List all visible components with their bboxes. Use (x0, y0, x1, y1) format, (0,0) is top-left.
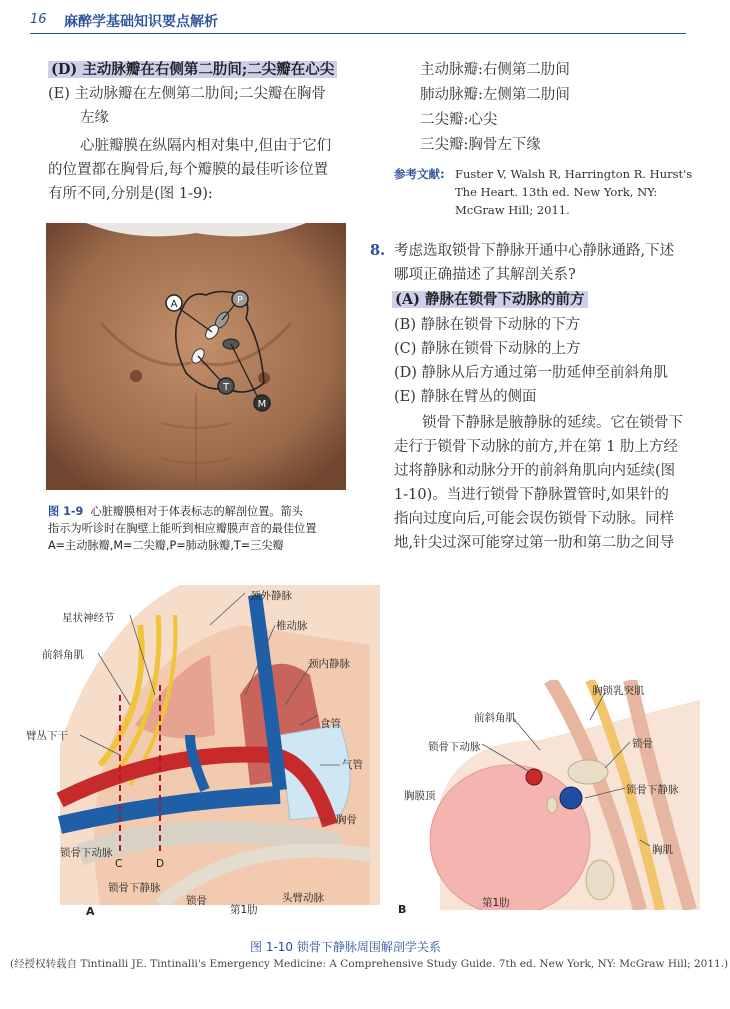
book-title: 麻醉学基础知识要点解析 (64, 14, 218, 30)
label-first-rib-b: 第1肋 (482, 897, 510, 909)
label-scalene: 前斜角肌 (42, 649, 84, 661)
label-external-jugular: 颈外静脉 (250, 590, 292, 602)
figure-caption-line: A=主动脉瓣,M=二尖瓣,P=肺动脉瓣,T=三尖瓣 (48, 539, 284, 552)
explanation-line: 地,针尖过深可能穿过第一肋和第二肋之间导 (394, 535, 675, 551)
paragraph-line: 有所不同,分别是(图 1-9): (48, 186, 213, 202)
option-d: (D) 静脉从后方通过第一肋延伸至前斜角肌 (394, 365, 669, 381)
option-e: (E) 静脉在臂丛的侧面 (394, 389, 537, 405)
label-esophagus: 食管 (320, 718, 341, 730)
label-pleura: 胸膜顶 (404, 790, 436, 802)
option-c: (C) 静脉在锁骨下动脉的上方 (394, 341, 581, 357)
valve-location: 二尖瓣:心尖 (420, 112, 498, 128)
valve-location: 肺动脉瓣:左侧第二肋间 (420, 87, 570, 103)
figure-caption: 图 1-9 心脏瓣膜相对于体表标志的解剖位置。箭头 (48, 505, 303, 518)
reference-label: 参考文献: (394, 167, 445, 181)
figure-title: 图 1-10 锁骨下静脉周围解剖学关系 (250, 940, 441, 954)
question-stem: 哪项正确描述了其解剖关系? (394, 267, 576, 283)
label-clavicle-b: 锁骨 (632, 738, 653, 750)
pulmonary-valve-marker (232, 291, 248, 307)
paragraph-line: 的位置都在胸骨后,每个瓣膜的最佳听诊位置 (48, 162, 329, 178)
option-e: (E) 主动脉瓣在左侧第二肋间;二尖瓣在胸骨 (48, 86, 326, 102)
label-brachial-plexus: 臂丛下干 (26, 730, 68, 742)
explanation-line: 锁骨下静脉是腋静脉的延续。它在锁骨下 (422, 415, 683, 431)
reference-line: McGraw Hill; 2011. (455, 203, 570, 217)
reference-line: The Heart. 13th ed. New York, NY: (455, 185, 658, 199)
label-clavicle: 锁骨 (186, 895, 207, 907)
label-first-rib: 第1肋 (230, 904, 258, 916)
label-subclavian-artery-b: 锁骨下动脉 (428, 741, 481, 753)
label-line-c: C (115, 858, 123, 870)
panel-b-label: B (398, 903, 407, 916)
label-subclavian-vein: 锁骨下静脉 (108, 882, 161, 894)
explanation-line: 过将静脉和动脉分开的前斜角肌向内延续(图 (394, 463, 676, 479)
valve-location: 主动脉瓣:右侧第二肋间 (420, 62, 570, 78)
header-rule (30, 33, 686, 34)
option-e-cont: 左缘 (80, 110, 109, 126)
label-internal-jugular: 颈内静脉 (308, 658, 350, 670)
chest-photo-figure (46, 223, 346, 490)
label-brachiocephalic: 头臂动脉 (282, 892, 324, 904)
mitral-valve-marker (254, 395, 270, 411)
option-b: (B) 静脉在锁骨下动脉的下方 (394, 317, 581, 333)
option-d-highlighted: (D) 主动脉瓣在右侧第二肋间;二尖瓣在心尖 (48, 58, 337, 82)
reference-line: Fuster V, Walsh R, Harrington R. Hurst's (455, 167, 693, 181)
tricuspid-valve-marker (218, 378, 234, 394)
label-scalene-b: 前斜角肌 (474, 712, 516, 724)
option-a-highlighted: (A) 静脉在锁骨下动脉的前方 (392, 288, 588, 312)
explanation-line: 走行于锁骨下动脉的前方,并在第 1 肋上方经 (394, 439, 679, 455)
question-number: 8. (370, 242, 386, 259)
label-subclavian-artery: 锁骨下动脉 (60, 847, 113, 859)
aortic-valve-marker (166, 295, 182, 311)
label-subclavian-vein-b: 锁骨下静脉 (626, 784, 679, 796)
label-line-d: D (156, 858, 165, 870)
label-vertebral-artery: 椎动脉 (276, 620, 308, 632)
explanation-line: 指向过度向后,可能会误伤锁骨下动脉。同样 (394, 511, 675, 527)
figure-caption-line: 指示为听诊时在胸壁上能听到相应瓣膜声音的最佳位置 (48, 522, 317, 535)
panel-a-label: A (86, 905, 95, 918)
page-number: 16 (30, 12, 47, 27)
paragraph-line: 心脏瓣膜在纵隔内相对集中,但由于它们 (80, 138, 332, 154)
label-sternocleidomastoid: 胸锁乳突肌 (592, 685, 645, 697)
label-trachea: 气管 (342, 759, 363, 771)
label-pectoral: 胸肌 (652, 844, 673, 856)
svg-text:A: A (170, 299, 178, 310)
label-sternum: 胸骨 (336, 814, 357, 826)
svg-text:T: T (222, 382, 230, 393)
page-header (0, 0, 730, 38)
valve-location: 三尖瓣:胸骨左下缘 (420, 137, 541, 153)
explanation-line: 1-10)。当进行锁骨下静脉置管时,如果针的 (394, 487, 669, 503)
svg-text:M: M (257, 399, 267, 410)
svg-text:P: P (236, 295, 244, 306)
question-stem: 考虑选取锁骨下静脉开通中心静脉通路,下述 (394, 243, 675, 259)
figure-credit: (经授权转载自 Tintinalli JE. Tintinalli's Emergency Medicine: A Comprehensive Study Guide. 7th ed. New York, NY: McGraw Hill; 2011.) (10, 958, 729, 970)
label-stellate-ganglion: 星状神经节 (62, 612, 115, 624)
